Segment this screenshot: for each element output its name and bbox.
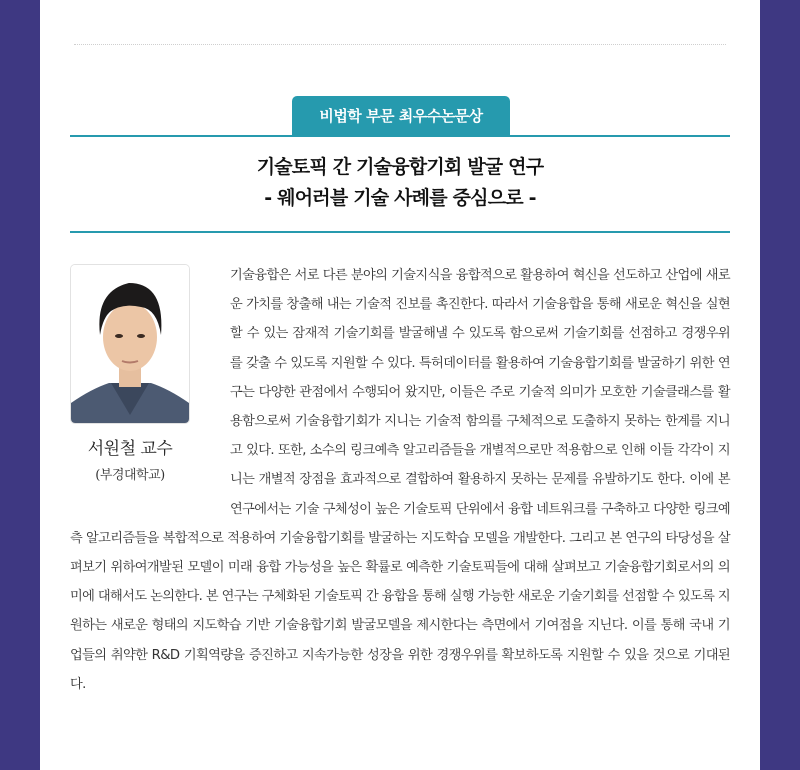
author-name: 서원철 교수 [87,439,173,459]
award-badge: 비법학 부문 최우수논문상 [292,96,510,136]
author-photo [70,264,190,424]
abstract-text: 기술융합은 서로 다른 분야의 기술지식을 융합적으로 활용하여 혁신을 선도하고 산업에 새로운 가치를 창출해 내는 기술적 진보를 촉진한다. 따라서 기술융합을 통해 새로운 혁신을 실현할 수 있는 잠재적 기술기회를 발굴해낼 수 있도록 함으로써 기술기회를 선점하고 경쟁우위를 갖출 수 있도록 지원할 수 있다. 특허데이터를 활용하여 기술융합기회를 발굴하기 위한 연구는 다양한 관점에서 수행되어 왔지만, 이들은 주로 기술적 의미가 모호한 기술클래스를 활용함으로써 기술융합기회가 지니는 기술적 함의를 구체적으로 도출하지 못하는 한계를 지니고 있다. 또한, 소수의 링크예측 알고리즘들을 개별적으로만 적용함으로 인해 이들 각각이 지니는 개별적 장점을 효과적으로 결합하여 활용하지 못하는 문제를 유발하기도 한다. 이에 본 연구에서는 기술 구체성이 높은 기술토픽 단위에서 융합 네트워크를 구축하고 다양한 링크예측 알고리즘들을 복합적으로 적용하여 기술융합기회를 발굴하는 지도학습 모델을 개발한다. 그리고 본 연구의 타당성을 살펴보기 위하여개발된 모델이 미래 융합 가능성을 높은 확률로 예측한 기술토픽들에 대해 살펴보고 기술융합기회로서의 의미에 대해서도 논의한다. 본 연구는 구체화된 기술토픽 간 융합을 통해 실행 가능한 새로운 기술기회를 선점할 수 있도록 지원하는 새로운 형태의 지도학습 기반 기술융합기회 발굴모델을 제시한다는 측면에서 기여점을 지닌다. 이를 통해 국내 기업들의 취약한 R&D 기획역량을 증진하고 지속가능한 성장을 위한 경쟁우위를 확보하도록 지원할 수 있을 것으로 기대된다. [70,268,730,692]
dotted-divider [74,44,726,45]
paper-title [70,152,730,214]
content-sheet [40,0,760,770]
title-rule-bottom [70,231,730,233]
award-header [70,96,730,138]
author-affiliation: (부경대학교) [95,468,165,483]
paper-title-main: 기술토픽 간 기술융합기회 발굴 연구 [256,156,544,178]
paper-title-subtitle: - 웨어러블 기술 사례를 중심으로 - [264,187,536,209]
portrait-icon [71,265,189,423]
title-rule-top [70,135,730,137]
